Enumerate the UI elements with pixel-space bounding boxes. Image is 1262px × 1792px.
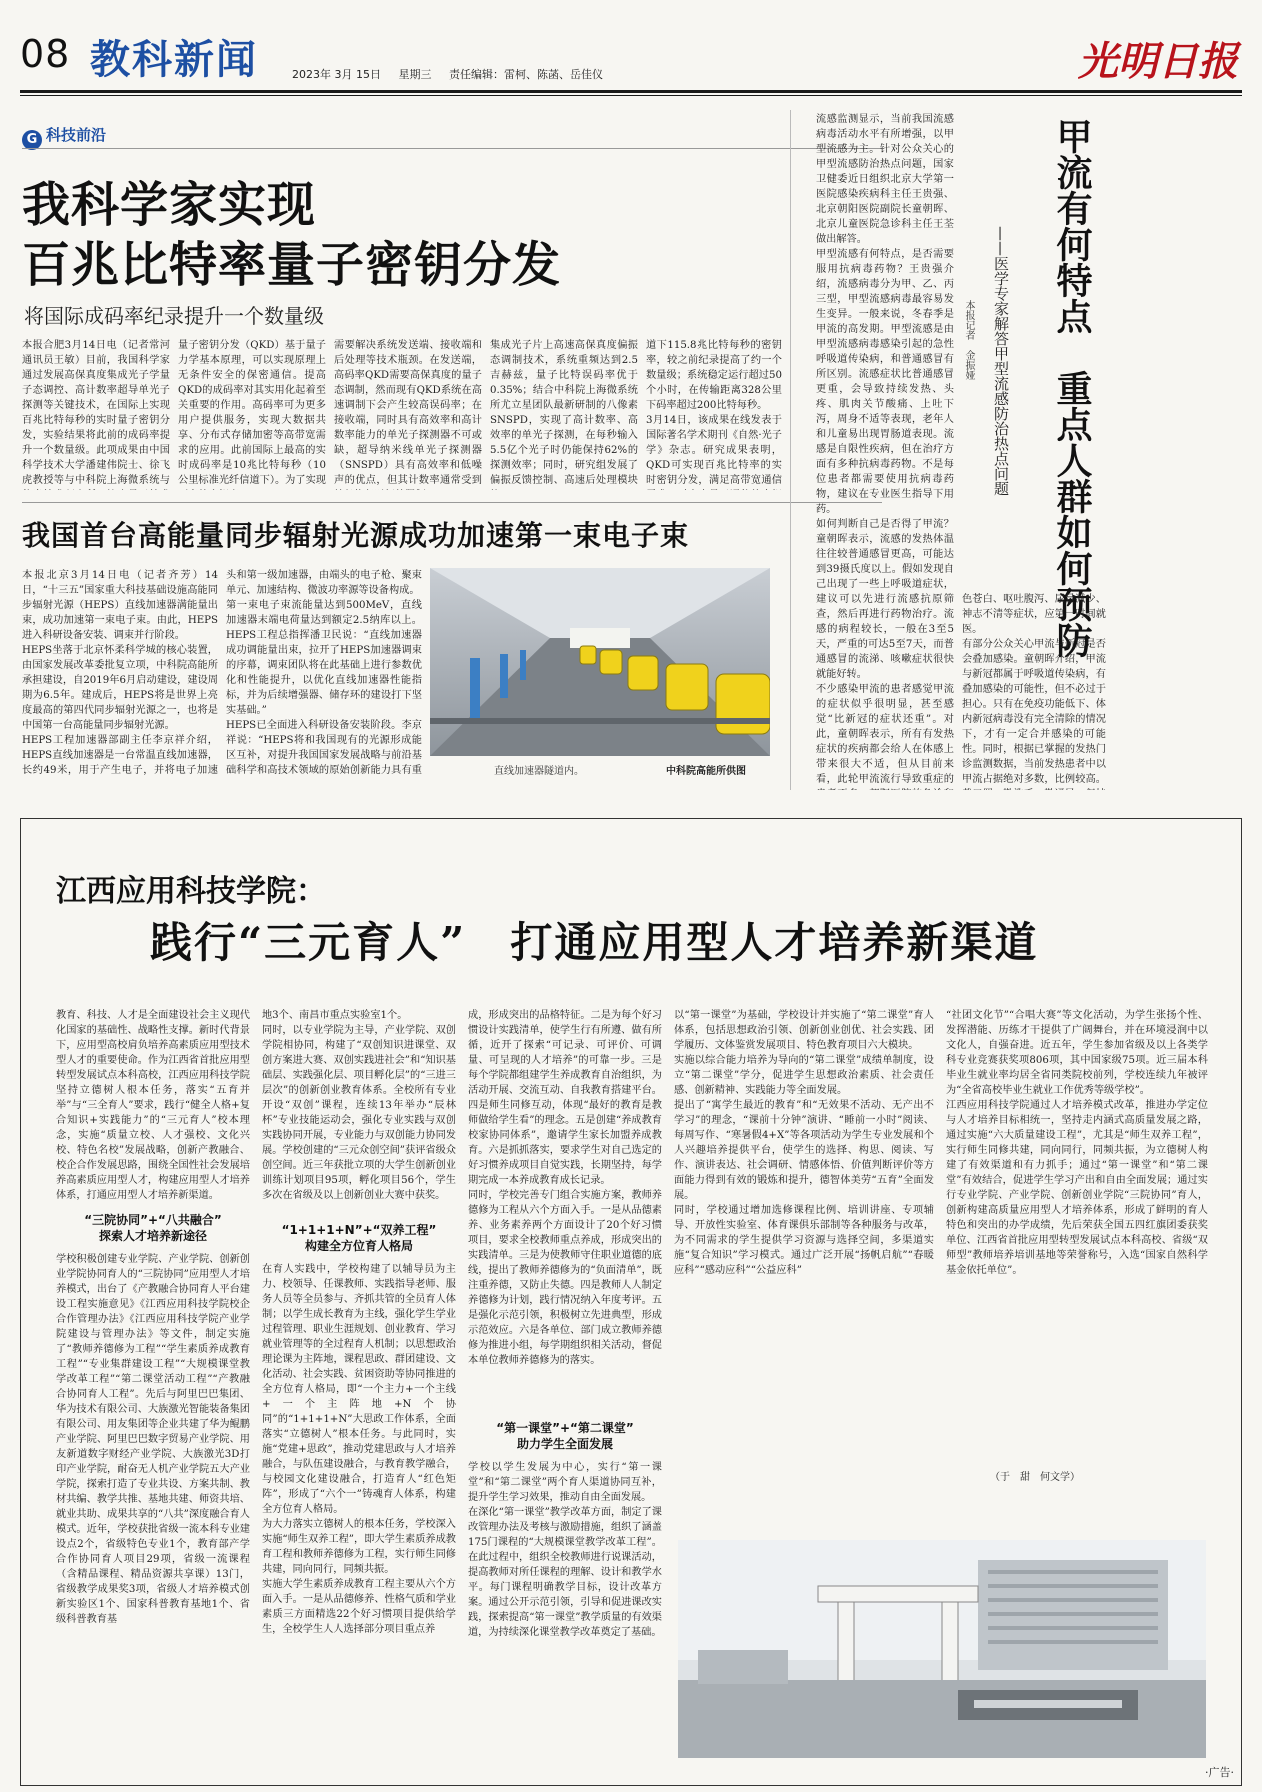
photo-caption: 直线加速器隧道内。 (494, 766, 584, 777)
article3-column-1-text-d: 不少感染甲流的患者感觉甲流的症状似乎很明显，甚至感觉“比新冠的症状还重”。对此，童朝晖表示，所有有发热症状的疾病都会给人在体感上带来很大不适，但从目前来看，此轮甲流流行导致重症的 (816, 684, 954, 785)
ad-column-3-text-b: 同时，学校完善专门组合实施方案，教师养德修为工程从六个方面入手。一是从品德素养、业务素养两个方面设计了20个好习惯项目，要求全校教师重点养成，形成突出的实践清单。三是为使教师守住职业道德的底线，提出了教师养德修为的“负面清单”，既注重养德，又防止失德。四是教师人人制定养德修为计划，践行情况纳入年度考评。五是强化示范引领，积极树立先进典型，形成示范效应。六是各单位、部门成立教师养德修为推进小组，每学期组织相关活动，督促本单位教师养德修为的落实。 (468, 1190, 662, 1366)
ad-column-5-text-b: 江西应用科技学院通过人才培养模式改革，推进办学定位与人才培养目标相统一，坚持走内涵式高质量发展之路，通过实施“六大质量建设工程”，尤其是“师生双养工程”，实行师生同修共建，同向同行，同频共振，为立德树人构建了有效渠道和有力抓手；通过“第一课堂”和“第二课堂”有效结合，促进学生学习产出和自由全面发展；通过实行专业学院、产业学院、创新创业学院“三院协同”育人，创新构建高质量应用型人才培养体系，形成了鲜明的育人特色和突出的办学成绩，先后荣获全国五四红旗团委获奖单位、江西省首批应用型转型发展试点本科高校、省级“双师型”教师培养培训基地等荣誉称号，入选“国家自然科学基金依托单位”。 (946, 1100, 1208, 1276)
issue-editors: 责任编辑：雷柯、陈菡、岳佳仪 (448, 68, 603, 81)
article3-column-1 (816, 112, 954, 790)
ad-column-2-text-d: 为大力落实立德树人的根本任务，学校深入实施“师生双养工程”，即大学生素质养成教育工程和教师养德修为工程，实行师生同修共建，同向同行，同频共振。 (262, 1519, 456, 1575)
article1-column-5-text: 道下115.8兆比特每秒的密钥率，较之前纪录提高了约一个数量级；系统稳定运行超过50个小时，在传输距离328公里下码率超过200比特每秒。 (646, 340, 782, 411)
article1-column-3 (334, 338, 482, 490)
ad-school-name: 江西应用科技学院： (56, 874, 326, 909)
article1-column-5-text-b: 3月14日，该成果在线发表于国际著名学术期刊《自然·光子学》杂志。研究成果表明，QKD可实现百兆比特率的实时密钥分发，满足高带宽通信 (646, 415, 782, 486)
ad-subhead-3: “第一课堂”+“第二课堂” 助力学生全面发展 (496, 1421, 634, 1451)
article3-column-1-text-c: 如何判断自己是否得了甲流？童朝晖表示，流感的发热体温往往较普通感冒更高，可能达到39摄氏度以上。假如发现自己出现了一些上呼吸道症状，建议可以先进行流感抗原筛查，然后再进行药物治疗。流感的病程较长，一般在3至5天，严重的可达5至7天，而普通感冒的流涕、咳嗽症状很快就能好转。 (816, 519, 954, 680)
ad-authors: （于 甜 何文学） (990, 1472, 1080, 1483)
campus-gate-photo (678, 1540, 1206, 1758)
ad-column-2-text-c: 在育人实践中，学校构建了以辅导员为主力、校领导、任课教师、实践指导老师、服务人员等全员参与、齐抓共管的全员育人体制；以学生成长教育为主线，强化学生学业过程管理、职业生涯规划、创业教育、学习就业管理等的全过程育人机制；以思想政治理论课为主阵地，课程思政、群团建设、文化活动、社会实践、贫困资助等协同推进的全方位育人格局，即“一个主力+一个主线+一个主阵地+N个协同”的“1+1+1+N”大思政工作体系，全面落实“立德树人”根本任务。与此同时，实施“党建+思政”，推动党建思政与人才培养融合，与队伍建设融合，与教育教学融合，与校园文化建设融合，打造育人“红色矩阵”，形成了“六个一”铸魂育人体系，构建全方位育人格局。 (262, 1264, 456, 1515)
column-tag (22, 124, 106, 150)
ad-column-4-text: 以“第一课堂”为基础，学校设计并实施了“第二课堂”育人体系，包括思想政治引领、创新创业创优、社会实践、团学履历、文体鉴赏发展项目、特色教育项目六大模块。 (674, 1010, 934, 1051)
ad-column-4 (674, 1008, 934, 1532)
article2-column-2-text-c: HEPS已全面进入科研设备安装阶段。李京祥说：“HEPS将和我国现有的光源形成能区互补，对提升我国国家发展战略与前沿基础科学和高技术领域的原始创新能力具有重 (226, 720, 422, 776)
ad-column-2b (262, 1262, 456, 1760)
issue-meta (292, 66, 617, 82)
ad-column-3-text-d: 在深化“第一课堂”教学改革方面，制定了课改管理办法及考核与激励措施，组织了涵盖175门课程的“大规模课堂教学改革工程”。在此过程中，组织全校教师进行说课活动，提高教师对所任课程的理解、设计和教学水平。每门课程明确教学目标，设计改革方案。通过公开示范引领，引导和促进课改实践，探索提高“第一课堂”教学质量的有效渠道，为持续深化课堂教学改革奠定了基础。 (468, 1507, 662, 1638)
ad-subhead-1: “三院协同”+“八共融合” 探索人才培养新途径 (84, 1213, 222, 1243)
ad-column-1: 教育、科技、人才是全面建设社会主义现代化国家的基础性、战略性支撑。新时代背景下，应用型高校肩负培养高素质应用型技术型人才的重要使命。作为江西省首批应用型转型发展试点本科高校，江西应用科技学院坚持立德树人根本任务，落实“五育并举”与“三全育人”要求，践行“健全人格+复合知识+实践能力”的“三元育人”校本理念，实施“质量立校、人才强校、文化兴校、特色名校”发展战略，创新产教融合、校企合作发展思路，围绕全国性社会发展培养高素质应用型人才，构建应用型人才培养体系，打通应用型人才培养新渠道。 (56, 1010, 250, 1201)
article3-column-2-text: 色苍白、呕吐腹泻、尿量减少、神志不清等症状，应第一时间就医。 (962, 594, 1106, 635)
article1-column-4 (490, 338, 638, 490)
masthead (20, 22, 1242, 88)
article1-column-1: 本报合肥3月14日电（记者常河 通讯员王敏）目前，我国科学家通过发展高保真度集成光子学量子态调控、高计数率超导单光子探测等关键技术，在国际上实现百兆比特每秒的实时量子密钥分发，实验结果将此前的成码率提升一个数量级。此项成果由中国科学技术大学潘建伟院士、徐飞虎教授等与中科院上海微系统与 (22, 340, 170, 486)
article3-column-2-text-b: 有部分公众关心甲流与新冠是否会叠加感染。童朝晖介绍，甲流与新冠都属于呼吸道传染病，有叠加感染的可能性，但不必过于担心。只有在免疫功能低下、体内新冠病毒没有完全清除的情况下，才有一定合并感染的可能性。同时，根据已掌握的发热门诊监测数据，当前发热患者中以甲流占据绝对多数，比例较高。 (962, 639, 1106, 785)
column-tag-label: 科技前沿 (46, 126, 107, 144)
article2-headline: 我国首台高能量同步辐射光源成功加速第一束电子束 (22, 519, 690, 552)
ad-column-1b: 学校积极创建专业学院、产业学院、创新创业学院协同育人的“三院协同”应用型人才培养模式，出台了《产教融合协同育人平台建设工程实施意见》《江西应用科技学院校企合作管理办法》《江西应用科技学院产业学院建设与管理办法》等文件，制定实施了“教师养德修为工程”“学生素质养成教育工程”“专业集群建设工程”“大规模课堂教学改革工程”“第二课堂活动工程”“产教融合协同育人工程”。先后与阿里巴巴集团、华为技术有限公司、大族激光智能装备集团有限公司、用友集团等企业共建了华为鲲鹏产业学院、阿里巴巴数字贸易产业学院、用友新道数字财经产业学院、大族激光3D打印产业学院，耐奋无人机产业学院五大产业学院，探索打造了专业共设、方案共制、教材共编、教学共推、基地共建、师资共培、就业共助、成果共享的“八共”深度融合育人模式。近年，学校获批省级一流本科专业建设点2个，省级特色专业1个，教育部产学合作协同育人项目29项，省级一流课程（含精品课程、精品资源共享课）13门，省级教学成果奖3项，省级人才培养模式创新实验区1个、国家科普教育基地1个、省级科普教育基 (56, 1254, 250, 1625)
ad-column-3-text-c: 学校以学生发展为中心，实行“第一课堂”和“第二课堂”两个育人渠道协同互补，提升学生学习效果，推动自由全面发展。 (468, 1462, 662, 1503)
article2-column-1-text: 本报北京3月14日电（记者齐芳）14日，“十三五”国家重大科技基础设施高能同步辐射光源（HEPS）直线加速器满能量出束，成功加速第一束电子束。由此，HEPS进入科研设备安装、调束并行阶段。 (22, 570, 218, 641)
divider (22, 502, 882, 503)
photo-credit: 中科院高能所供图 (666, 766, 746, 777)
ad-column-3 (468, 1008, 662, 1412)
ad-column-2 (262, 1008, 456, 1214)
article3-subheadline: ——医学专家解答甲型流感防治热点问题 (992, 226, 1010, 496)
ad-headline: 践行“三元育人” 打通应用型人才培养新渠道 (150, 918, 1039, 967)
header-rule-thin (20, 95, 1242, 96)
ad-column-5-text: “社团文化节”“合唱大赛”等文化活动，为学生张扬个性、发挥潜能、历练才干提供了广阔舞台，并在环境浸润中以文化人，自强奋进。近五年，学生参加省级及以上各类学科专业竞赛获奖项806项，其中国家级75项。近三届本科毕业生就业率均居全省同类院校前列，学校连续九年被评为“全省高校毕业生就业工作优秀等级学校”。 (946, 1010, 1208, 1096)
article1-subheadline: 将国际成码率纪录提升一个数量级 (24, 304, 324, 328)
ad-subhead-2: “1+1+1+N”+“双养工程” 构建全方位育人格局 (281, 1223, 437, 1253)
article2-column-1 (22, 568, 218, 776)
column-divider (790, 110, 791, 790)
article1-column-5 (646, 338, 782, 490)
ad-column-3-text: 成，形成突出的品格特征。二是为每个好习惯设计实践清单，使学生行有所遵、做有所循，近开了探索“可记录、可评价、可调量、可呈现的人才培养”的可靠一步。三是每个学院都组建学生养成教育自治组织，为活动开展、交流互动、自我教育搭建平台。四是师生同修互动，体现“最好的教育是教师做给学生看”的理念。五是创建“养成教育校家协同体系”，邀请学生家长加盟养成教育。六是抓抓落实，要求学生对自己选定的好习惯养成项目自觉实践，长期坚持，每学期完成一本养成教育成长记录。 (468, 1010, 662, 1186)
article2-column-1-text-c: HEPS工程加速器部副主任李京祥介绍，HEPS直线加速器是一台常温直线加速器，长约49米，用于产生电子，并将电子加速 (22, 735, 218, 776)
ad-column-4-text-b: 实施以综合能力培养为导向的“第二课堂”成绩单制度，设立“第二课堂”学分，促进学生思想政治素质、社会责任感、创新精神、实践能力等全面发展。 (674, 1055, 934, 1096)
ad-column-3b (468, 1460, 662, 1760)
issue-date: 2023年 3月 15日 (292, 68, 381, 81)
article1-column-2: 量子密钥分发（QKD）基于量子力学基本原理，可以实现原理上无条件安全的保密通信。提高QKD的成码率对其实用化起着至关重要的作用。高码率可为更多用户提供服务，实现大数据共享、分布式存储加密等高带宽需求的应用。此前国际上最高的实时成码率是10兆比特每秒（10公里标准光纤信道下）。为了实现 (178, 340, 326, 486)
ad-column-5 (946, 1008, 1208, 1464)
page-number: 08 (20, 32, 71, 76)
article3-column-1-text: 流感监测显示，当前我国流感病毒活动水平有所增强，以甲型流感为主。针对公众关心的甲型流感防治热点问题，国家卫健委近日组织北京大学第一医院感染疾病科主任王贵强、北京朝阳医院副院长童朝晖、北京儿童医院急诊科主任王荃做出解答。 (816, 114, 954, 245)
article1-column-3-text: 需要解决系统发送端、接收端和后处理等技术瓶颈。在发送端，高码率QKD需要高保真度的量子态调制，然而现有QKD系统在高速调制下会产生较高误码率；在接收端，同时具有高效率和高计数率能力的单光子探测器不可或缺，超导纳米线单光子探测器（SNSPD）具有高效率和低噪声的优点，但其计数率通常受到 (334, 340, 482, 486)
advertisement-label: ·广告· (1205, 1766, 1234, 1779)
ad-column-4-text-d: 同时，学校通过增加选修课程比例、培训讲座、专项辅导、开放性实验室、体育课俱乐部制等各种服务与改革，为不同需求的学生提供学习资源与选择空间，多渠道实施“复合知识”学习模式。通过广泛开展“扬帆启航”“春暖应科”“感动应科”“公益应科” (674, 1205, 934, 1276)
ad-column-2-text-e: 实施大学生素质养成教育工程主要从六个方面入手。一是从品德修养、性格气质和学业素质三方面精选22个好习惯项目提供给学生，全校学生人人选择部分项目重点养 (262, 1579, 456, 1635)
accelerator-tunnel-photo (430, 568, 770, 756)
article3-column-1-text-b: 甲型流感有何特点，是否需要服用抗病毒药物？王贵强介绍，流感病毒分为甲、乙、丙三型，甲型流感病毒最容易发生变异。一般来说，冬春季是甲流的高发期。甲型流感是由甲型流感病毒感染引起的急性呼吸道传染病，和普通感冒有所区别。流感症状比普通感冒更重，会导致持续发热、头疼、肌肉关节酸痛、上吐下泻，周身不适等表现，老年人和儿童易出现胃肠道表现。流感是自限性疾病，但在治疗方面有多种抗病毒药物。不是每位患者都需要使用抗病毒药物，建议在专业医生指导下用药。 (816, 249, 954, 515)
newspaper-logo: 光明日报 (1078, 38, 1238, 85)
article1-headline-line1: 我科学家实现 (22, 177, 317, 233)
article1-headline-line2: 百兆比特率量子密钥分发 (22, 237, 562, 293)
article3-column-2 (962, 592, 1106, 790)
article3-byline: 本报记者 金振娅 (963, 300, 974, 380)
ad-column-2-text-b: 同时，以专业学院为主导，产业学院、双创学院相协同，构建了“双创知识进课堂、双创方案进大赛、双创实践进社会”和“知识基础层、实践强化层、项目孵化层”的“三进三层次”的创新创业教育体系。全校所有专业开设“双创”课程，连续13年举办“辰林杯”专业技能运动会，强化专业实践与双创实践协同开展，专业能力与双创能力协同发展。学校创建的“三元众创空间”获评省级众创空间。近三年获批立项的大学生创新创业训练计划项目95项，孵化项目56个，学生多次在省级及以上创新创业大赛中获奖。 (262, 1025, 456, 1201)
ad-column-2-text: 地3个、南昌市重点实验室1个。 (262, 1010, 408, 1021)
article2-column-2-text-b: 第一束电子束流能量达到500MeV，直线加速器末端电荷量达到额定2.5纳库以上。HEPS工程总指挥潘卫民说：“直线加速器成功调能量出束，拉开了HEPS加速器调束的序幕，调束团队将在此基础上进行参数优化和性能提升，以优化直线加速器性能指标，并为后续增强器、储存环的建设打下坚实基础。” (226, 600, 422, 716)
divider (22, 148, 882, 149)
article1-column-4-text: 集成光子片上高速高保真度偏振态调制技术，系统重频达到2.5吉赫兹，量子比特误码率优于0.35%；结合中科院上海微系统所尤立星团队最新研制的八像素SNSPD，实现了高计数率、高效率的单光子探测，在每秒输入5.5亿个光子时仍能保持62%的探测效率；同时，研究组发展了偏振反馈控制、高速后处理模块 (490, 340, 638, 486)
article2-column-1-text-b: HEPS坐落于北京怀柔科学城的核心装置，由国家发展改革委批复立项，中科院高能所承担建设，自2019年6月启动建设，建设周期为6.5年。建成后，HEPS将是世界上亮度最高的第四代同步辐射光源之一，也将是中国第一台高能量同步辐射光源。 (22, 645, 218, 731)
article2-column-2 (226, 568, 422, 776)
header-rule (20, 90, 1242, 93)
column-tag-icon: G (22, 130, 42, 150)
article3-headline: 甲流有何特点 重点人群如何预防 (1051, 118, 1092, 658)
article2-column-2-text: 头和第一级加速器，由端头的电子枪、聚束单元、加速结构、微波功率源等设备构成。 (226, 570, 422, 596)
issue-weekday: 星期三 (398, 68, 432, 81)
ad-column-4-text-c: 提出了“寓学生最近的教育”和“无效果不活动、无产出不学习”的理念，“课前十分钟”演讲、“睡前一小时”阅读、每周写作、“寒暑假4+X”等各项活动为学生专业发展和个人兴趣培养提供平台，使学生的选择、构思、阅读、写作、演讲表达、社会调研、情感体悟、价值判断评价等方面能力得到有效的锻炼和提升，德智体美劳“五育”全面发展。 (674, 1100, 934, 1201)
section-title: 教科新闻 (90, 37, 258, 83)
